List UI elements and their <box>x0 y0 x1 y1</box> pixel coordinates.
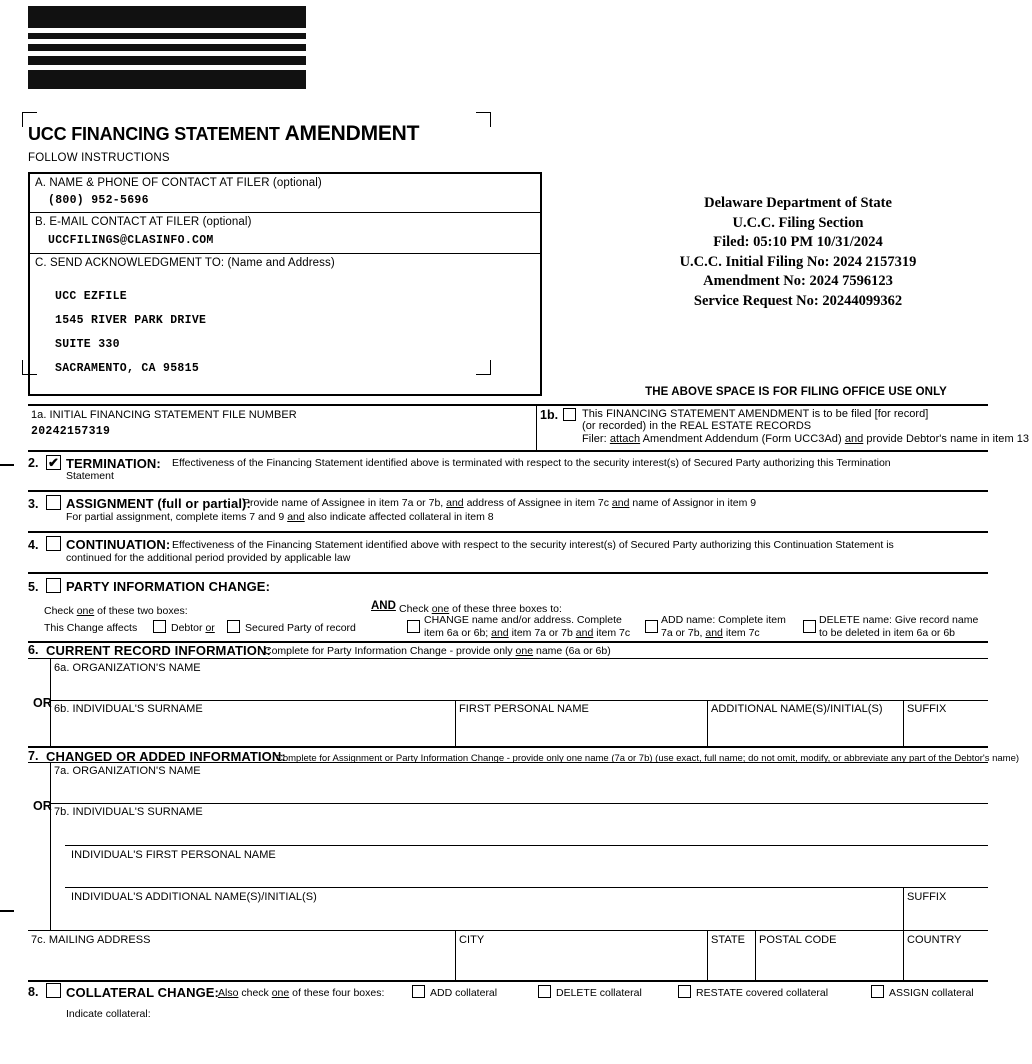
item-7c-city-label: CITY <box>459 934 485 946</box>
item-4-text-line2: continued for the additional period provided by applicable law <box>66 552 351 564</box>
ack-corner-bl <box>22 360 37 375</box>
filing-office-stamp <box>598 194 998 311</box>
stamp-line-5: Amendment No: 2024 7596123 <box>703 273 893 289</box>
item-5-debtor-checkbox[interactable] <box>153 620 166 633</box>
item-5-delete-name-checkbox[interactable] <box>803 620 816 633</box>
item-5-debtor-label: Debtor or <box>171 622 215 634</box>
item-7-number: 7. <box>28 749 39 763</box>
page-title-main: UCC FINANCING STATEMENT <box>28 124 280 144</box>
item-3-heading: ASSIGNMENT (full or partial): <box>66 496 251 511</box>
item-6-number: 6. <box>28 643 39 657</box>
follow-instructions: FOLLOW INSTRUCTIONS <box>28 152 170 164</box>
item-6-subtext: Complete for Party Information Change - provide only one name (6a or 6b) <box>264 645 611 657</box>
item-4-heading: CONTINUATION: <box>66 537 171 552</box>
item-6-suffix-label: SUFFIX <box>907 703 947 715</box>
item-8-subtext: Also check one of these four boxes: <box>218 987 385 999</box>
item-3-text-line1: Provide name of Assignee in item 7a or 7b, and address of Assignee in item 7c and name of Assignor in item 9 <box>243 497 757 509</box>
item-5-party-info-change-checkbox[interactable] <box>46 578 61 593</box>
page-tick-lower <box>0 910 14 912</box>
item-7c-postal-label: POSTAL CODE <box>759 934 837 946</box>
item-7a-label: 7a. ORGANIZATION'S NAME <box>54 765 201 777</box>
item-1b-checkbox[interactable] <box>563 408 576 421</box>
item-5-secured-party-label: Secured Party of record <box>245 622 356 634</box>
stamp-line-4: U.C.C. Initial Filing No: 2024 2157319 <box>679 253 917 270</box>
item-5-change-line2: item 6a or 6b; and item 7a or 7b and item 7c <box>424 627 631 639</box>
item-2-heading: TERMINATION: <box>66 456 161 471</box>
page-title-suffix: AMENDMENT <box>284 122 420 145</box>
item-5-check-two-label: Check one of these two boxes: <box>44 605 188 617</box>
item-5-delete-line2: to be deleted in item 6a or 6b <box>819 627 956 639</box>
filing-barcode <box>28 6 306 89</box>
stamp-line-6: Service Request No: 20244099362 <box>693 292 903 309</box>
item-1b-line1: This FINANCING STATEMENT AMENDMENT is to be filed [for record] <box>582 408 929 420</box>
item-5-secured-party-checkbox[interactable] <box>227 620 240 633</box>
item-8-delete-collateral-label: DELETE collateral <box>556 987 642 999</box>
item-7-or-label: OR <box>33 799 52 813</box>
item-8-add-collateral-checkbox[interactable] <box>412 985 425 998</box>
stamp-line-1: Delaware Department of State <box>704 195 892 211</box>
item-7c-country-label: COUNTRY <box>907 934 962 946</box>
item-5-change-name-checkbox[interactable] <box>407 620 420 633</box>
item-6-or-label: OR <box>33 696 52 710</box>
page-title <box>28 122 419 146</box>
item-8-assign-collateral-label: ASSIGN collateral <box>889 987 974 999</box>
item-8-restate-collateral-label: RESTATE covered collateral <box>696 987 829 999</box>
ack-corner-br <box>476 360 491 375</box>
item-3-number: 3. <box>28 497 39 511</box>
item-3-assignment-checkbox[interactable] <box>46 495 61 510</box>
stamp-line-3: Filed: 05:10 PM 10/31/2024 <box>713 234 883 250</box>
item-6-heading: CURRENT RECORD INFORMATION: <box>46 643 271 658</box>
item-8-delete-collateral-checkbox[interactable] <box>538 985 551 998</box>
item-6-first-name-label: FIRST PERSONAL NAME <box>459 703 589 715</box>
item-6a-label: 6a. ORGANIZATION'S NAME <box>54 662 201 674</box>
ack-line-1[interactable]: UCC EZFILE <box>55 290 128 303</box>
stamp-line-2: U.C.C. Filing Section <box>732 214 864 231</box>
contact-b-value[interactable]: UCCFILINGS@CLASINFO.COM <box>48 234 214 247</box>
item-7-subtext: Complete for Assignment or Party Information Change - provide only one name (7a or 7b) (use exact, full name; do not omit, modify, or abbreviate any part of the Debtor's name) <box>276 753 1020 764</box>
item-5-delete-line1: DELETE name: Give record name <box>819 614 979 626</box>
contact-c-label: C. SEND ACKNOWLEDGMENT TO: (Name and Address) <box>35 257 335 269</box>
item-8-number: 8. <box>28 985 39 999</box>
item-2-termination-checkbox[interactable] <box>46 455 61 470</box>
item-7b-label: 7b. INDIVIDUAL'S SURNAME <box>54 806 203 818</box>
item-6-additional-name-label: ADDITIONAL NAME(S)/INITIAL(S) <box>711 703 883 715</box>
item-5-add-line1: ADD name: Complete item <box>661 614 786 626</box>
item-2-text-line2: Statement <box>66 470 114 482</box>
item-4-continuation-checkbox[interactable] <box>46 536 61 551</box>
filing-office-note: THE ABOVE SPACE IS FOR FILING OFFICE USE ONLY <box>645 386 947 398</box>
item-5-heading: PARTY INFORMATION CHANGE: <box>66 579 270 594</box>
item-4-number: 4. <box>28 538 39 552</box>
item-5-and-label: AND <box>371 600 396 612</box>
item-2-number: 2. <box>28 456 39 470</box>
item-7-heading: CHANGED OR ADDED INFORMATION: <box>46 749 286 764</box>
ack-line-4[interactable]: SACRAMENTO, CA 95815 <box>55 362 200 375</box>
item-4-text-line1: Effectiveness of the Financing Statement identified above with respect to the security interest(s) of Secured Party authorizing this Continuation Statement is <box>172 539 894 551</box>
item-5-affects-label: This Change affects <box>44 622 138 634</box>
item-3-text-line2: For partial assignment, complete items 7 and 9 and also indicate affected collateral in item 8 <box>66 511 494 523</box>
ack-corner-tl <box>22 112 37 127</box>
ack-corner-tr <box>476 112 491 127</box>
item-5-change-line1: CHANGE name and/or address. Complete <box>424 614 622 626</box>
item-5-check-three-label: Check one of these three boxes to: <box>399 603 562 615</box>
item-8-add-collateral-label: ADD collateral <box>430 987 498 999</box>
item-7c-state-label: STATE <box>711 934 746 946</box>
page-tick-upper <box>0 464 14 466</box>
item-7c-label: 7c. MAILING ADDRESS <box>31 934 151 946</box>
item-7-first-name-label: INDIVIDUAL'S FIRST PERSONAL NAME <box>71 849 276 861</box>
item-8-indicate-collateral-label: Indicate collateral: <box>66 1008 151 1020</box>
item-1b-line2: (or recorded) in the REAL ESTATE RECORDS <box>582 420 812 432</box>
item-2-text-line1: Effectiveness of the Financing Statement identified above is terminated with respect to the security interest(s) of Secured Party authorizing this Termination <box>172 457 891 469</box>
ack-line-2[interactable]: 1545 RIVER PARK DRIVE <box>55 314 207 327</box>
item-7-additional-name-label: INDIVIDUAL'S ADDITIONAL NAME(S)/INITIAL(S) <box>71 891 317 903</box>
item-8-restate-collateral-checkbox[interactable] <box>678 985 691 998</box>
item-1b-line3: Filer: attach Amendment Addendum (Form UCC3Ad) and provide Debtor's name in item 13 <box>582 433 1030 445</box>
item-6b-label: 6b. INDIVIDUAL'S SURNAME <box>54 703 203 715</box>
item-2-check-glyph: ✔ <box>48 455 59 470</box>
contact-a-label: A. NAME & PHONE OF CONTACT AT FILER (optional) <box>35 177 322 189</box>
contact-b-label: B. E-MAIL CONTACT AT FILER (optional) <box>35 216 252 228</box>
item-1a-value[interactable]: 20242157319 <box>31 425 111 438</box>
item-5-add-name-checkbox[interactable] <box>645 620 658 633</box>
item-5-add-line2: 7a or 7b, and item 7c <box>661 627 760 639</box>
contact-a-value[interactable]: (800) 952-5696 <box>48 194 149 207</box>
ack-line-3[interactable]: SUITE 330 <box>55 338 120 351</box>
item-5-number: 5. <box>28 580 39 594</box>
item-8-collateral-change-checkbox[interactable] <box>46 983 61 998</box>
item-8-heading: COLLATERAL CHANGE: <box>66 985 219 1000</box>
item-1a-label: 1a. INITIAL FINANCING STATEMENT FILE NUMBER <box>31 409 297 421</box>
item-8-assign-collateral-checkbox[interactable] <box>871 985 884 998</box>
item-1b-number: 1b. <box>540 408 559 422</box>
item-7-suffix-label: SUFFIX <box>907 891 947 903</box>
